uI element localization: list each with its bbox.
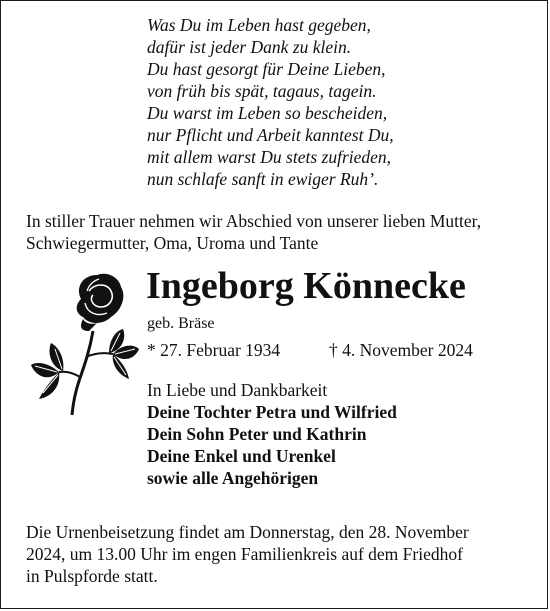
mourners-list <box>147 379 397 489</box>
poem-line: dafür ist jeder Dank zu klein. <box>147 37 352 57</box>
poem-line: von früh bis spät, tagaus, tagein. <box>147 81 377 101</box>
farewell-intro <box>26 210 536 254</box>
footer-line: in Pulspforde statt. <box>26 566 158 586</box>
rose-icon <box>23 269 143 419</box>
poem-line: Du warst im Leben so bescheiden, <box>147 103 388 123</box>
poem-line: nur Pflicht und Arbeit kanntest Du, <box>147 125 394 145</box>
mourner-line: Deine Tochter Petra und Wilfried <box>147 402 397 422</box>
mourner-line: Deine Enkel und Urenkel <box>147 446 336 466</box>
birth-name: geb. Bräse <box>147 315 215 332</box>
mourners-intro: In Liebe und Dankbarkeit <box>147 380 328 400</box>
intro-line: Schwiegermutter, Oma, Uroma und Tante <box>26 233 319 253</box>
poem-line: Du hast gesorgt für Deine Lieben, <box>147 59 386 79</box>
footer-line: 2024, um 13.00 Uhr im engen Familienkreis auf dem Friedhof <box>26 544 463 564</box>
poem-line: Was Du im Leben hast gegeben, <box>147 15 371 35</box>
mourner-line: sowie alle Angehörigen <box>147 468 319 488</box>
poem-line: mit allem warst Du stets zufrieden, <box>147 147 392 167</box>
poem-line: nun schlafe sanft in ewiger Ruh’. <box>147 169 379 189</box>
funeral-details <box>26 521 526 587</box>
life-dates <box>147 339 473 361</box>
deceased-name: Ingeborg Könnecke <box>146 265 466 307</box>
memorial-poem <box>147 14 394 190</box>
footer-line: Die Urnenbeisetzung findet am Donnerstag, den 28. November <box>26 522 469 542</box>
intro-line: In stiller Trauer nehmen wir Abschied von unserer lieben Mutter, <box>26 211 482 231</box>
death-date: † 4. November 2024 <box>329 340 473 360</box>
mourner-line: Dein Sohn Peter und Kathrin <box>147 424 367 444</box>
birth-date: * 27. Februar 1934 <box>147 340 281 360</box>
